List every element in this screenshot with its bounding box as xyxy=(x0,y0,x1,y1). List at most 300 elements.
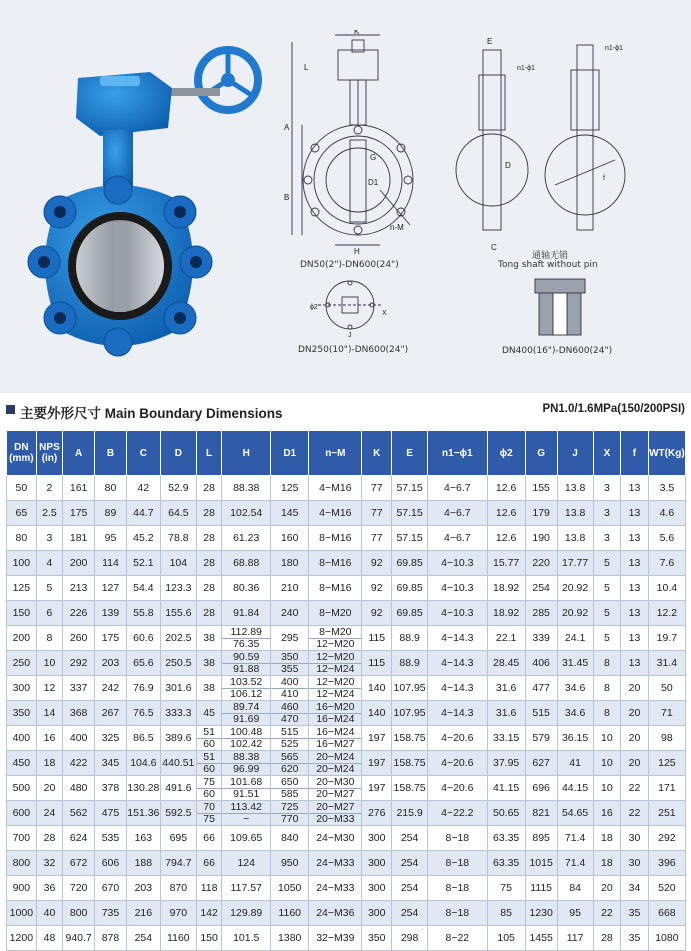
table-cell: 345 xyxy=(95,751,127,776)
table-cell: 254 xyxy=(525,576,557,601)
table-cell: 254 xyxy=(392,901,428,926)
table-cell: 105 xyxy=(487,926,525,951)
table-cell: 800 xyxy=(7,851,37,876)
table-cell: 4−14.3 xyxy=(428,676,487,701)
caption-dn250-600: DN250(10")-DN600(24") xyxy=(298,345,409,355)
table-cell: 95 xyxy=(95,526,127,551)
dim-label-f: f xyxy=(603,175,605,182)
table-cell: 24 xyxy=(36,801,63,826)
table-cell: 50 xyxy=(648,676,685,701)
table-cell: 28 xyxy=(196,501,221,526)
table-cell: 4−M16 xyxy=(309,476,362,501)
table-cell: 3 xyxy=(36,526,63,551)
table-cell: 203 xyxy=(126,876,160,901)
table-cell: 4−6.7 xyxy=(428,476,487,501)
table-cell: 200 xyxy=(63,551,95,576)
table-cell: 491.6 xyxy=(160,776,196,801)
table-cell: 627 xyxy=(525,751,557,776)
table-cell: 69.85 xyxy=(392,601,428,626)
table-cell: 41 xyxy=(557,751,593,776)
table-cell: 8−M16 xyxy=(309,551,362,576)
column-header: J xyxy=(557,431,593,476)
table-row xyxy=(7,701,686,726)
table-cell: 104.6 xyxy=(126,751,160,776)
table-cell: 13 xyxy=(621,651,649,676)
table-cell: 18.92 xyxy=(487,601,525,626)
table-row xyxy=(7,751,686,776)
table-cell: 970 xyxy=(160,901,196,926)
table-cell: 695 xyxy=(160,826,196,851)
table-cell: 65 xyxy=(7,501,37,526)
table-cell: 870 xyxy=(160,876,196,901)
table-cell: 4−14.3 xyxy=(428,701,487,726)
table-cell: 1230 xyxy=(525,901,557,926)
table-cell: 30 xyxy=(621,826,649,851)
table-cell xyxy=(309,626,362,651)
table-cell: 794.7 xyxy=(160,851,196,876)
table-cell: 300 xyxy=(362,851,392,876)
table-cell xyxy=(309,701,362,726)
table-cell: 77 xyxy=(362,501,392,526)
table-cell: 720 xyxy=(63,876,95,901)
table-cell: 69.85 xyxy=(392,551,428,576)
table-cell-line: 650 xyxy=(271,777,308,789)
table-cell-line: 460 xyxy=(271,702,308,714)
table-cell: 66 xyxy=(196,826,221,851)
table-cell xyxy=(271,651,309,676)
hub-detail-drawing xyxy=(525,275,595,340)
table-cell: 300 xyxy=(7,676,37,701)
table-cell-line: 100.48 xyxy=(222,727,270,739)
table-cell: 80.36 xyxy=(222,576,271,601)
table-cell: 600 xyxy=(7,801,37,826)
table-cell: 2 xyxy=(36,476,63,501)
table-row xyxy=(7,626,686,651)
table-cell: 20 xyxy=(36,776,63,801)
table-cell: 10 xyxy=(36,651,63,676)
table-cell xyxy=(222,751,271,776)
table-cell: 18 xyxy=(593,826,621,851)
table-cell: 8−18 xyxy=(428,901,487,926)
table-cell: 57.15 xyxy=(392,476,428,501)
table-cell-line: 16−M27 xyxy=(316,737,355,750)
table-cell: 179 xyxy=(525,501,557,526)
table-cell: 8−M16 xyxy=(309,526,362,551)
table-cell: 32−M39 xyxy=(309,926,362,951)
table-cell: 878 xyxy=(95,926,127,951)
table-cell: 88.9 xyxy=(392,651,428,676)
table-cell: 450 xyxy=(7,751,37,776)
table-cell-line: 400 xyxy=(271,677,308,689)
table-cell xyxy=(271,676,309,701)
table-cell: 28 xyxy=(196,526,221,551)
table-cell: 668 xyxy=(648,901,685,926)
table-cell: 37.95 xyxy=(487,751,525,776)
table-cell: 31.45 xyxy=(557,651,593,676)
table-cell: 109.65 xyxy=(222,826,271,851)
table-cell: 8−18 xyxy=(428,826,487,851)
table-cell: 71.4 xyxy=(557,826,593,851)
table-cell: 300 xyxy=(362,901,392,926)
table-cell-line: 565 xyxy=(271,752,308,764)
table-cell: 20 xyxy=(621,751,649,776)
table-cell: 24−M36 xyxy=(309,901,362,926)
table-cell: 200 xyxy=(7,626,37,651)
table-cell: 160 xyxy=(271,526,309,551)
table-cell-line: 91.51 xyxy=(233,787,260,800)
table-cell-line: 112.89 xyxy=(222,627,270,639)
dim-label-e: E xyxy=(487,37,493,46)
table-cell: 368 xyxy=(63,701,95,726)
table-cell: 107.95 xyxy=(392,701,428,726)
table-cell xyxy=(222,801,271,826)
table-cell: 17.77 xyxy=(557,551,593,576)
table-cell: 38 xyxy=(196,651,221,676)
table-cell-line: 770 xyxy=(280,812,299,825)
table-cell: 118 xyxy=(196,876,221,901)
table-cell: 31.4 xyxy=(648,651,685,676)
column-header: H xyxy=(222,431,271,476)
table-cell: 44.15 xyxy=(557,776,593,801)
table-cell-line: 620 xyxy=(280,762,299,775)
table-cell: 12 xyxy=(36,676,63,701)
table-cell: 735 xyxy=(95,901,127,926)
table-cell: 13 xyxy=(621,626,649,651)
table-cell: 34.6 xyxy=(557,701,593,726)
table-cell: 34.6 xyxy=(557,676,593,701)
table-cell: 28 xyxy=(196,601,221,626)
section-title: 主要外形尺寸 Main Boundary Dimensions xyxy=(20,406,283,421)
table-cell-line: 515 xyxy=(271,727,308,739)
table-cell: 155.6 xyxy=(160,601,196,626)
table-cell: 267 xyxy=(95,701,127,726)
table-cell-line: 12−M20 xyxy=(316,637,355,650)
table-cell-line: 20−M27 xyxy=(316,787,355,800)
table-cell: 12.2 xyxy=(648,601,685,626)
table-cell: 158.75 xyxy=(392,776,428,801)
table-cell: 475 xyxy=(95,801,127,826)
table-cell: 28 xyxy=(593,926,621,951)
table-cell-line: 16−M20 xyxy=(309,702,361,714)
table-cell: 171 xyxy=(648,776,685,801)
table-cell: 34 xyxy=(621,876,649,901)
table-row xyxy=(7,476,686,501)
column-header: n−M xyxy=(309,431,362,476)
table-cell: 42 xyxy=(126,476,160,501)
table-cell: 396 xyxy=(648,851,685,876)
table-cell: 140 xyxy=(362,701,392,726)
front-view-drawing xyxy=(280,30,450,255)
table-cell: 125 xyxy=(7,576,37,601)
table-cell: 10 xyxy=(593,726,621,751)
table-cell-line: 525 xyxy=(280,737,299,750)
table-cell-line: 16−M24 xyxy=(309,727,361,739)
table-cell-line: 70 xyxy=(197,802,221,814)
table-cell: 85 xyxy=(487,901,525,926)
table-cell: 285 xyxy=(525,601,557,626)
table-cell: 163 xyxy=(126,826,160,851)
table-cell: 4−M16 xyxy=(309,501,362,526)
table-cell: 57.15 xyxy=(392,501,428,526)
table-cell: 8−18 xyxy=(428,876,487,901)
table-cell: 3 xyxy=(593,501,621,526)
table-cell: 16 xyxy=(36,726,63,751)
table-cell: 5.6 xyxy=(648,526,685,551)
table-cell: 480 xyxy=(63,776,95,801)
table-cell-line: 20−M24 xyxy=(316,762,355,775)
table-cell: 91.84 xyxy=(222,601,271,626)
table-cell: 203 xyxy=(95,651,127,676)
table-cell: 98 xyxy=(648,726,685,751)
table-row xyxy=(7,926,686,951)
table-cell: 139 xyxy=(95,601,127,626)
table-cell: 61.23 xyxy=(222,526,271,551)
table-cell xyxy=(222,676,271,701)
table-cell: 350 xyxy=(7,701,37,726)
table-cell: 190 xyxy=(525,526,557,551)
shaft-end-drawing xyxy=(300,275,400,340)
table-cell: 606 xyxy=(95,851,127,876)
table-cell: 22 xyxy=(593,901,621,926)
table-cell xyxy=(222,776,271,801)
table-row xyxy=(7,676,686,701)
table-cell: 20 xyxy=(621,701,649,726)
table-cell: 220 xyxy=(525,551,557,576)
table-cell: 197 xyxy=(362,726,392,751)
table-cell xyxy=(222,626,271,651)
table-cell: 3.5 xyxy=(648,476,685,501)
table-cell: 6 xyxy=(36,601,63,626)
table-cell: 150 xyxy=(196,926,221,951)
table-cell: 950 xyxy=(271,851,309,876)
table-cell: 92 xyxy=(362,601,392,626)
column-header: D1 xyxy=(271,431,309,476)
table-cell: 821 xyxy=(525,801,557,826)
table-cell: 107.95 xyxy=(392,676,428,701)
table-cell: 4−14.3 xyxy=(428,626,487,651)
table-cell: 55.8 xyxy=(126,601,160,626)
table-cell-line: 96.99 xyxy=(233,762,260,775)
table-row xyxy=(7,501,686,526)
table-cell: 213 xyxy=(63,576,95,601)
table-cell: 54.65 xyxy=(557,801,593,826)
table-cell: 63.35 xyxy=(487,851,525,876)
table-cell: 117.57 xyxy=(222,876,271,901)
butterfly-valve-illustration xyxy=(0,0,270,393)
table-cell: 10 xyxy=(593,751,621,776)
table-cell: 13.8 xyxy=(557,476,593,501)
table-cell-line: 20−M30 xyxy=(309,777,361,789)
table-cell: 254 xyxy=(392,876,428,901)
table-cell: 38 xyxy=(196,626,221,651)
table-cell xyxy=(309,676,362,701)
table-cell-line: 90.59 xyxy=(222,652,270,664)
table-cell: 13 xyxy=(621,601,649,626)
table-cell-line: 113.42 xyxy=(222,802,270,814)
caption-dn50-600: DN50(2")-DN600(24") xyxy=(300,260,399,270)
table-cell: 92 xyxy=(362,551,392,576)
table-cell: 140 xyxy=(362,676,392,701)
table-cell: 254 xyxy=(392,826,428,851)
table-cell xyxy=(271,726,309,751)
dim-label-phi2: ϕ2 xyxy=(310,304,318,311)
table-cell xyxy=(271,776,309,801)
table-cell: 18 xyxy=(593,851,621,876)
side-view-drawing xyxy=(455,30,635,255)
table-cell xyxy=(309,776,362,801)
table-cell: 378 xyxy=(95,776,127,801)
table-cell: 28.45 xyxy=(487,651,525,676)
column-header: f xyxy=(621,431,649,476)
table-cell: 57.15 xyxy=(392,526,428,551)
table-cell: 500 xyxy=(7,776,37,801)
table-cell: 8 xyxy=(593,651,621,676)
table-cell: 76.9 xyxy=(126,676,160,701)
table-cell: 123.3 xyxy=(160,576,196,601)
table-cell: 180 xyxy=(271,551,309,576)
table-cell: 242 xyxy=(95,676,127,701)
table-cell: 535 xyxy=(95,826,127,851)
table-cell: 13 xyxy=(621,476,649,501)
table-cell: 18.92 xyxy=(487,576,525,601)
table-cell: 197 xyxy=(362,776,392,801)
table-cell: 8−M20 xyxy=(309,601,362,626)
table-cell: 592.5 xyxy=(160,801,196,826)
table-cell-line: 89.74 xyxy=(222,702,270,714)
table-cell: 20.92 xyxy=(557,601,593,626)
table-cell: 4−10.3 xyxy=(428,576,487,601)
column-header: A xyxy=(63,431,95,476)
table-cell: 44.7 xyxy=(126,501,160,526)
column-header: D xyxy=(160,431,196,476)
table-cell: 117 xyxy=(557,926,593,951)
table-cell: 515 xyxy=(525,701,557,726)
table-row xyxy=(7,801,686,826)
table-cell: 75 xyxy=(487,876,525,901)
table-cell: 125 xyxy=(271,476,309,501)
table-cell-line: 75 xyxy=(203,812,215,825)
bullet-square-icon xyxy=(6,405,15,414)
column-header: DN (mm) xyxy=(7,431,37,476)
table-cell: 4−22.2 xyxy=(428,801,487,826)
table-cell-line: 60 xyxy=(203,737,215,750)
table-row xyxy=(7,576,686,601)
table-header-row xyxy=(7,431,686,476)
table-cell: 422 xyxy=(63,751,95,776)
table-cell xyxy=(222,726,271,751)
table-cell: 114 xyxy=(95,551,127,576)
column-header: E xyxy=(392,431,428,476)
table-cell-line: 106.12 xyxy=(230,687,263,700)
table-row xyxy=(7,826,686,851)
table-cell: 175 xyxy=(63,501,95,526)
table-cell xyxy=(222,701,271,726)
table-cell: 158.75 xyxy=(392,726,428,751)
table-cell: 48 xyxy=(36,926,63,951)
table-cell: 696 xyxy=(525,776,557,801)
column-header: X xyxy=(593,431,621,476)
table-cell: 45.2 xyxy=(126,526,160,551)
table-cell xyxy=(196,776,221,801)
table-cell: 440.51 xyxy=(160,751,196,776)
table-cell: 250.5 xyxy=(160,651,196,676)
table-cell: 155 xyxy=(525,476,557,501)
table-cell: 13 xyxy=(621,576,649,601)
table-cell xyxy=(196,801,221,826)
table-cell: 292 xyxy=(648,826,685,851)
table-cell-line: 350 xyxy=(271,652,308,664)
table-cell: 158.75 xyxy=(392,751,428,776)
column-header: C xyxy=(126,431,160,476)
table-cell: 92 xyxy=(362,576,392,601)
section-header xyxy=(0,397,691,425)
table-cell: 1080 xyxy=(648,926,685,951)
table-cell-line: 12−M20 xyxy=(309,677,361,689)
table-cell: 129.89 xyxy=(222,901,271,926)
table-cell: 8−M16 xyxy=(309,576,362,601)
table-cell: 12.6 xyxy=(487,476,525,501)
table-cell: 86.5 xyxy=(126,726,160,751)
table-cell: 250 xyxy=(7,651,37,676)
table-cell: 8−18 xyxy=(428,851,487,876)
table-cell: 115 xyxy=(362,651,392,676)
table-cell: 240 xyxy=(271,601,309,626)
table-cell: 339 xyxy=(525,626,557,651)
table-cell: 63.35 xyxy=(487,826,525,851)
table-cell: 31.6 xyxy=(487,701,525,726)
dim-label-nm: n-M xyxy=(390,223,404,232)
table-cell: 77 xyxy=(362,476,392,501)
table-cell: 10 xyxy=(593,776,621,801)
table-cell: 20 xyxy=(621,676,649,701)
table-cell: 895 xyxy=(525,826,557,851)
table-cell: 71.4 xyxy=(557,851,593,876)
table-cell-line: 76.35 xyxy=(233,637,260,650)
table-cell: 840 xyxy=(271,826,309,851)
table-cell: 69.85 xyxy=(392,576,428,601)
table-cell: 254 xyxy=(392,851,428,876)
table-cell: 88.9 xyxy=(392,626,428,651)
table-cell: 28 xyxy=(196,576,221,601)
table-cell: 1380 xyxy=(271,926,309,951)
table-cell: 4−10.3 xyxy=(428,601,487,626)
table-cell: 2.5 xyxy=(36,501,63,526)
table-cell: 8 xyxy=(36,626,63,651)
table-cell-line: 101.68 xyxy=(222,777,270,789)
table-cell: 4−20.6 xyxy=(428,776,487,801)
table-cell: 77 xyxy=(362,526,392,551)
table-cell: 12.6 xyxy=(487,501,525,526)
table-cell: 4 xyxy=(36,551,63,576)
dimensions-table xyxy=(6,430,686,951)
table-cell: 80 xyxy=(95,476,127,501)
table-cell: 145 xyxy=(271,501,309,526)
table-cell: 13 xyxy=(621,526,649,551)
table-cell: 84 xyxy=(557,876,593,901)
table-cell: 406 xyxy=(525,651,557,676)
table-cell: 31.6 xyxy=(487,676,525,701)
table-cell: 130.28 xyxy=(126,776,160,801)
table-cell: 20 xyxy=(593,876,621,901)
table-cell: 325 xyxy=(95,726,127,751)
table-cell: 1050 xyxy=(271,876,309,901)
table-row xyxy=(7,551,686,576)
table-cell: 300 xyxy=(362,876,392,901)
column-header: WT(Kg) xyxy=(648,431,685,476)
table-cell: 226 xyxy=(63,601,95,626)
table-row xyxy=(7,651,686,676)
table-cell: 1115 xyxy=(525,876,557,901)
